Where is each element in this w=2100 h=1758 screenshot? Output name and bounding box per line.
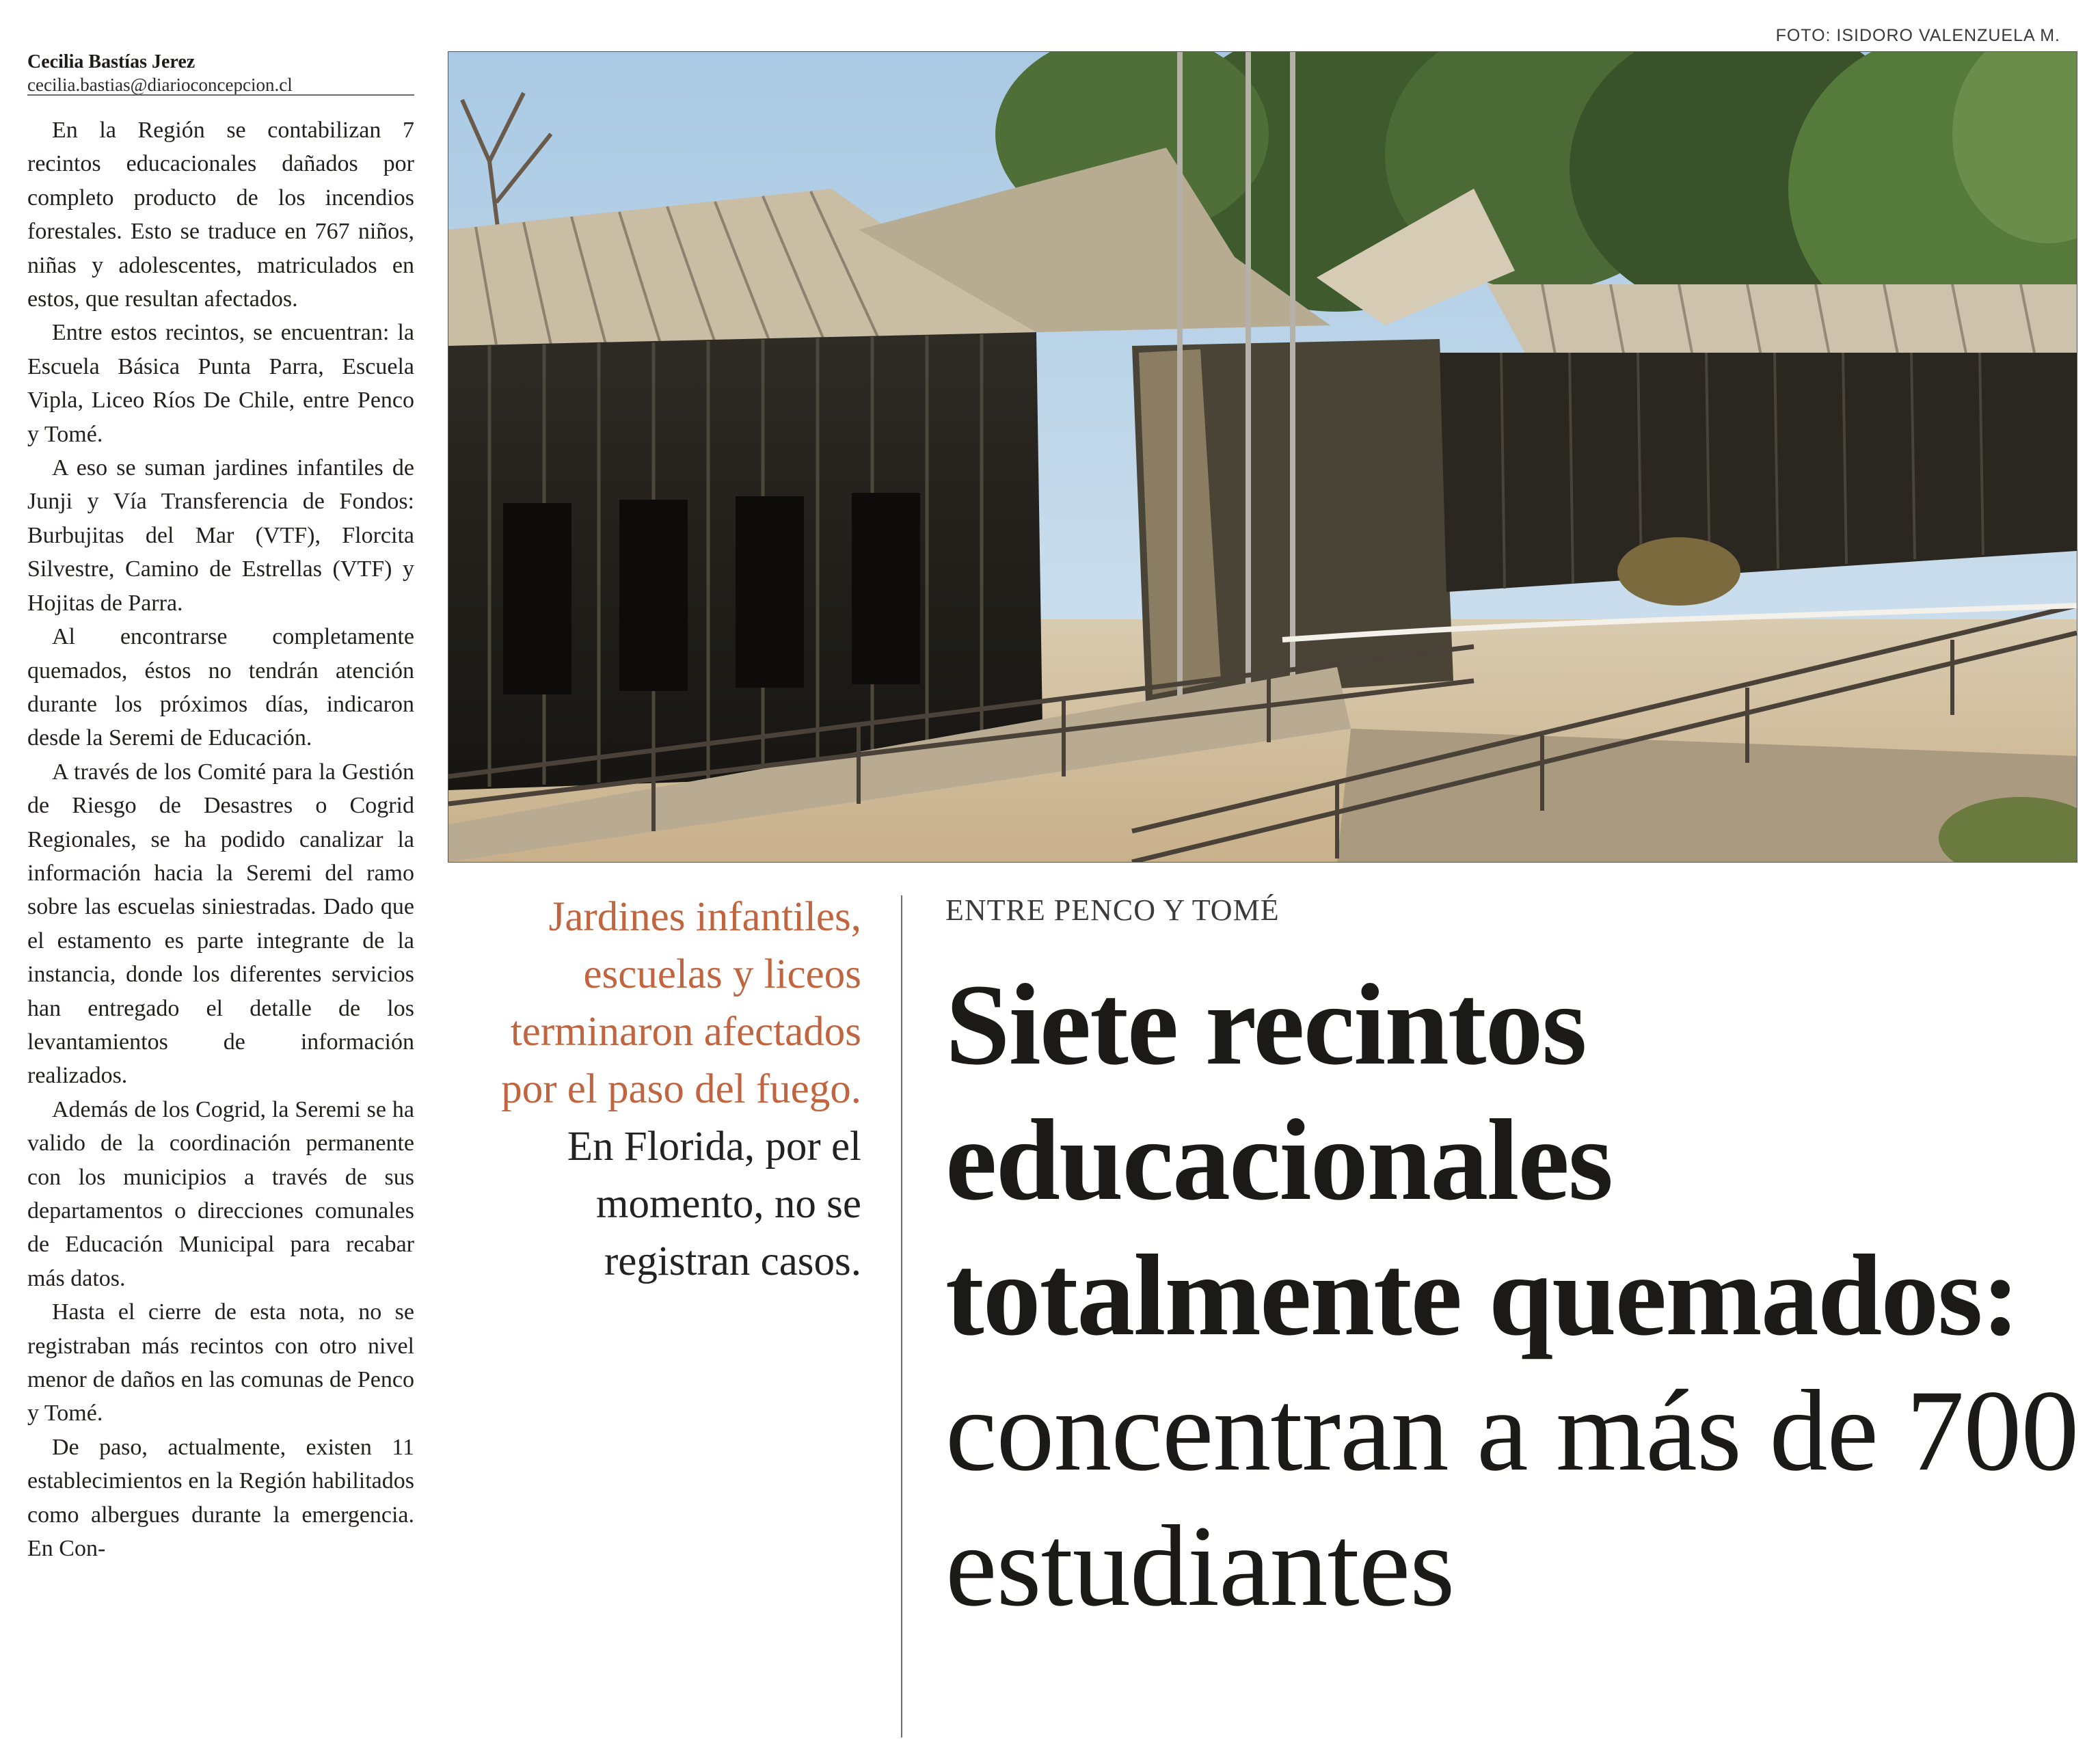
body-paragraph: Entre estos recintos, se encuentran: la Escuela Básica Punta Parra, Escuela Vipla, Liceo Ríos De Chile, entre Penco y Tomé. [27,320,414,447]
headline-bold: Siete recintos educacionales totalmente quemados: [945,960,2019,1360]
body-paragraph: De paso, actualmente, existen 11 establecimientos en la Región habilitados como albergues durante la emergencia. En Con- [27,1434,414,1562]
body-paragraph: A través de los Comité para la Gestión de Riesgo de Desastres o Cogrid Regionales, se ha podido canalizar la información hacia la Seremi del ramo sobre las escuelas siniestradas. Dado que el estamento es parte integrante de la instancia, donde los diferentes servicios han entregado el detalle de los levantamientos de información realizados. [27,759,414,1089]
body-paragraph: Al encontrarse completamente quemados, éstos no tendrán atención durante los próximos días, indicaron desde la Seremi de Educación. [27,624,414,751]
section-kicker: ENTRE PENCO Y TOMÉ [945,893,1280,927]
body-paragraph: Hasta el cierre de esta nota, no se registraban más recintos con otro nivel menor de daños en las comunas de Penco y Tomé. [27,1299,414,1426]
column-divider [901,895,902,1737]
burned-school-photo [448,51,2077,863]
author-email[interactable]: cecilia.bastias@diarioconcepcion.cl [27,75,293,95]
deck-text: En Florida, por el momento, no se registran casos. [567,1124,861,1284]
article-headline [945,957,2080,1634]
headline-light: concentran a más de 700 estudiantes [945,1366,2079,1630]
byline [27,51,414,96]
article-body [27,113,414,1565]
byline-divider [27,94,414,96]
body-paragraph: En la Región se contabilizan 7 recintos educacionales dañados por completo producto de los incendios forestales. Esto se traduce en 767 niños, niñas y adolescentes, matriculados en estos, que resultan afectados. [27,118,414,312]
author-name: Cecilia Bastías Jerez [27,51,196,72]
body-paragraph: Además de los Cogrid, la Seremi se ha valido de la coordinación permanente con los municipios a través de sus departamentos o direcciones comunales de Educación Municipal para recabar más datos. [27,1096,414,1291]
article-deck [451,889,861,1290]
body-paragraph: A eso se suman jardines infantiles de Junji y Vía Transferencia de Fondos: Burbujitas del Mar (VTF), Florcita Silvestre, Camino de Estrellas (VTF) y Hojitas de Parra. [27,455,414,616]
photo-credit: FOTO: ISIDORO VALENZUELA M. [1775,26,2060,45]
deck-highlight: Jardines infantiles, escuelas y liceos terminaron afectados por el paso del fuego. [501,894,861,1112]
